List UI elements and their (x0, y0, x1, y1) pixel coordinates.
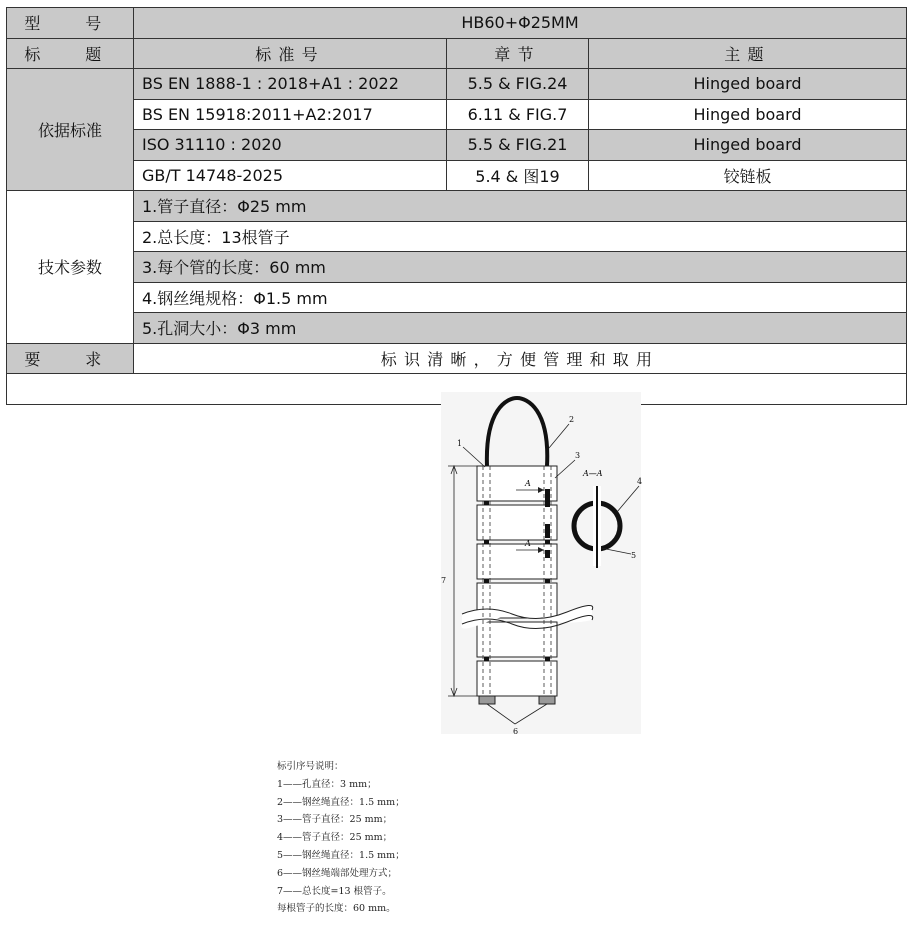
standard-subject: Hinged board (589, 69, 907, 100)
standard-chapter: 5.5 & FIG.21 (447, 130, 589, 161)
standard-no: GB/T 14748-2025 (134, 160, 447, 191)
callout-number: 5 (631, 551, 637, 560)
figure-cell (7, 374, 907, 915)
legend-item: 5——钢丝绳直径：1.5 mm； (277, 849, 405, 861)
standard-subject: Hinged board (589, 130, 907, 161)
model-value: HB60+Φ25MM (134, 8, 907, 39)
callout-number: 6 (513, 727, 519, 736)
callout-number: 4 (637, 477, 643, 486)
legend-item: 每根管子的长度：60 mm。 (277, 903, 396, 915)
legend-item: 6——钢丝绳端部处理方式； (277, 867, 398, 879)
callout-number: 2 (569, 415, 575, 424)
standard-no: BS EN 15918:2011+A2:2017 (134, 99, 447, 130)
section-marker-a: A (525, 539, 531, 548)
legend-item: 3——管子直径：25 mm； (277, 814, 393, 826)
param-item: 4.钢丝绳规格：Φ1.5 mm (134, 282, 907, 313)
param-row (7, 252, 907, 283)
standard-subject: Hinged board (589, 99, 907, 130)
standard-no: ISO 31110 : 2020 (134, 130, 447, 161)
standard-chapter: 6.11 & FIG.7 (447, 99, 589, 130)
standards-label: 依据标准 (7, 69, 134, 191)
model-row (7, 8, 907, 39)
spec-table (6, 7, 907, 915)
param-row (7, 282, 907, 313)
header-row (7, 38, 907, 69)
standard-row (7, 160, 907, 191)
hinged-board-drawing (7, 374, 907, 754)
legend-item: 7——总长度=13 根管子。 (277, 885, 392, 897)
param-item: 2.总长度：13根管子 (134, 221, 907, 252)
param-item: 1.管子直径：Φ25 mm (134, 191, 907, 222)
param-row (7, 191, 907, 222)
standard-chapter: 5.5 & FIG.24 (447, 69, 589, 100)
header-standard-no: 标准号 (134, 38, 447, 69)
legend-item: 4——管子直径：25 mm； (277, 832, 393, 844)
callout-number: 1 (457, 439, 463, 448)
param-row (7, 313, 907, 344)
legend-item: 2——钢丝绳直径：1.5 mm； (277, 796, 405, 808)
figure-legend (277, 758, 405, 918)
param-item: 3.每个管的长度：60 mm (134, 252, 907, 283)
callout-number: 7 (441, 576, 447, 585)
legend-title: 标引序号说明： (277, 761, 344, 772)
requirement-label: 要 求 (7, 343, 134, 374)
legend-item: 1——孔直径：3 mm； (277, 778, 377, 790)
param-item: 5.孔洞大小：Φ3 mm (134, 313, 907, 344)
section-marker-a: A (525, 479, 531, 488)
header-title: 标 题 (7, 38, 134, 69)
figure-row (7, 374, 907, 405)
standard-row (7, 130, 907, 161)
standard-row (7, 99, 907, 130)
standard-subject: 铰链板 (589, 160, 907, 191)
standard-no: BS EN 1888-1 : 2018+A1 : 2022 (134, 69, 447, 100)
param-row (7, 221, 907, 252)
standard-row (7, 69, 907, 100)
params-label: 技术参数 (7, 191, 134, 344)
callout-number: 3 (575, 451, 581, 460)
model-label: 型 号 (7, 8, 134, 39)
requirement-row (7, 343, 907, 374)
header-subject: 主题 (589, 38, 907, 69)
standard-chapter: 5.4 & 图19 (447, 160, 589, 191)
header-chapter: 章节 (447, 38, 589, 69)
requirement-value: 标识清晰，方便管理和取用 (134, 343, 907, 374)
section-label: A—A (583, 469, 603, 478)
